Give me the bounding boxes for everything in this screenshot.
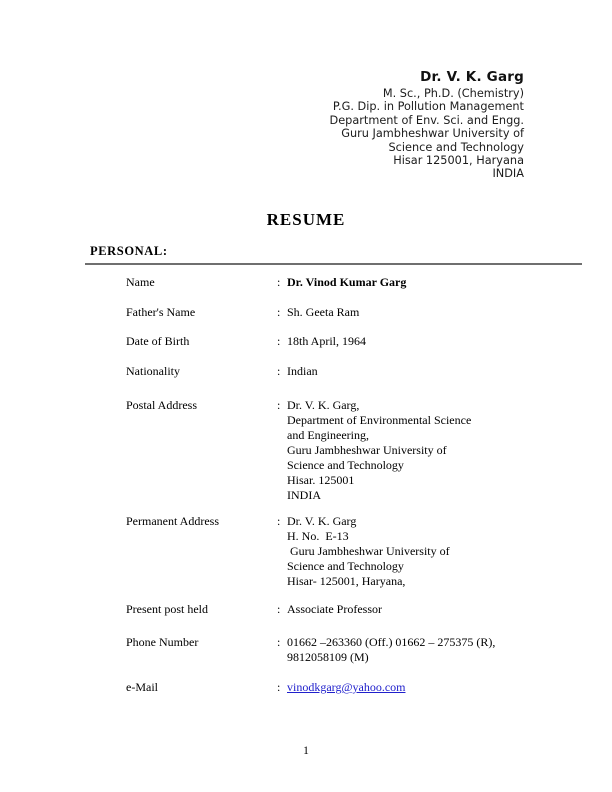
field-colon: : (277, 680, 281, 694)
field-label: Name (126, 275, 155, 289)
field-value-line: 01662 –263360 (Off.) 01662 – 275375 (R), (287, 635, 496, 649)
field-colon: : (277, 364, 281, 378)
field-value-line: Hisar- 125001, Haryana, (287, 574, 406, 588)
field-colon: : (277, 602, 281, 616)
field-value-line: and Engineering, (287, 428, 369, 442)
contact-line: Hisar 125001, Haryana (393, 154, 524, 168)
field-value (287, 398, 471, 503)
page-number: 1 (303, 745, 309, 757)
field-value-line: Dr. V. K. Garg, (287, 398, 360, 412)
field-value-line: H. No. E-13 (287, 529, 349, 543)
contact-line: P.G. Dip. in Pollution Management (332, 100, 524, 114)
contact-line: Department of Env. Sci. and Engg. (329, 113, 524, 127)
page-title: RESUME (266, 210, 346, 229)
contact-header (330, 68, 525, 181)
field-colon: : (277, 398, 281, 412)
field-value-line: Department of Environmental Science (287, 413, 472, 427)
field-value (287, 364, 318, 379)
section-rule (85, 263, 582, 265)
contact-line: Science and Technology (388, 140, 524, 154)
field-label: Permanent Address (126, 514, 219, 528)
field-value (287, 635, 495, 665)
field-value (287, 305, 359, 320)
field-colon: : (277, 514, 281, 528)
field-value (287, 275, 406, 290)
field-colon: : (277, 275, 281, 289)
field-value (287, 602, 382, 617)
field-colon: : (277, 334, 281, 348)
field-value (287, 334, 366, 349)
field-value-line: 9812058109 (M) (287, 650, 369, 664)
field-value-line: Guru Jambheshwar University of (287, 443, 447, 457)
field-value-line: Science and Technology (287, 458, 404, 472)
field-label: Postal Address (126, 398, 198, 412)
field-colon: : (277, 305, 281, 319)
field-label: e-Mail (126, 680, 158, 694)
field-value-line: Hisar. 125001 (287, 473, 355, 487)
contact-name: Dr. V. K. Garg (420, 69, 524, 85)
field-value-line: Science and Technology (287, 559, 404, 573)
field-colon: : (277, 635, 281, 649)
contact-line: M. Sc., Ph.D. (Chemistry) (382, 87, 524, 100)
field-value-line: Associate Professor (287, 602, 382, 616)
field-value-line: Sh. Geeta Ram (287, 305, 360, 319)
field-label: Nationality (126, 364, 180, 378)
field-value-line: Guru Jambheshwar University of (287, 544, 450, 558)
email-link[interactable]: vinodkgarg@yahoo.com (287, 680, 406, 694)
field-value-line: Indian (287, 364, 318, 378)
field-value-line: Dr. V. K. Garg (287, 514, 357, 528)
contact-line: INDIA (492, 167, 524, 181)
field-value-line: 18th April, 1964 (287, 334, 367, 348)
field-label: Date of Birth (126, 334, 190, 348)
field-label: Phone Number (126, 635, 199, 649)
field-value-line: Dr. Vinod Kumar Garg (287, 275, 407, 289)
field-label: Father's Name (126, 305, 196, 319)
field-value-line: INDIA (287, 488, 321, 502)
section-heading-personal: PERSONAL: (90, 244, 168, 258)
field-label: Present post held (126, 602, 208, 616)
field-value (287, 514, 450, 589)
field-value (287, 680, 405, 695)
contact-line: Guru Jambheshwar University of (341, 127, 524, 141)
